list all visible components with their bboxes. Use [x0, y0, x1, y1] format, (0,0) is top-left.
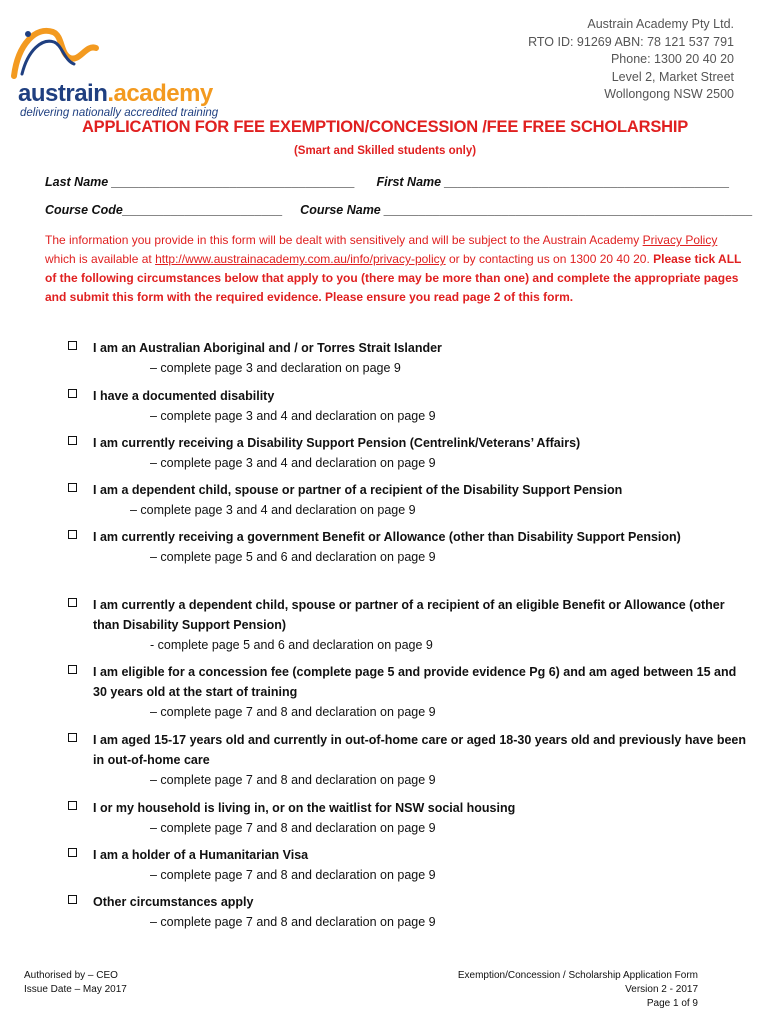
circumstance-label: I am currently receiving a Disability Support Pension (Centrelink/Veterans’ Affairs) — [93, 436, 581, 450]
info-instructions: Please tick ALL of the following circumstances below that apply to you (there may be more than one) and complete the appropriate pages and submit this form with the required evidence. Please ensure you read page 2 of this form. — [45, 252, 742, 304]
circumstance-item — [68, 662, 748, 722]
logo-swoosh-icon — [8, 14, 233, 84]
circumstance-label: I am an Australian Aboriginal and / or Torres Strait Islander — [93, 341, 442, 355]
last-name-field[interactable]: Last Name ___________________________________ — [45, 175, 356, 189]
privacy-policy-link[interactable]: Privacy Policy — [642, 233, 718, 247]
circumstance-checkbox[interactable] — [68, 341, 77, 350]
form-title: APPLICATION FOR FEE EXEMPTION/CONCESSION /FEE FREE SCHOLARSHIP — [81, 118, 689, 136]
org-name: Austrain Academy Pty Ltd. — [587, 17, 734, 31]
circumstance-checkbox[interactable] — [68, 665, 77, 674]
circumstance-checkbox[interactable] — [68, 801, 77, 810]
org-address-line-1: Level 2, Market Street — [611, 69, 734, 84]
circumstance-label: I am currently a dependent child, spouse or partner of a recipient of an eligible Benefit or Allowance (other than Disability Support Pension) — [93, 598, 725, 632]
circumstance-checkbox[interactable] — [68, 436, 77, 445]
circumstance-checkbox[interactable] — [68, 733, 77, 742]
footer-form-name: Exemption/Concession / Scholarship Application Form — [457, 970, 698, 981]
footer-left — [24, 969, 127, 997]
course-fields-row — [45, 203, 753, 217]
org-ids: RTO ID: 91269 ABN: 78 121 537 791 — [528, 34, 734, 49]
org-address-line-2: Wollongong NSW 2500 — [604, 87, 734, 101]
info-text-3: or by contacting us on 1300 20 40 20. — [445, 252, 654, 266]
circumstance-item — [68, 845, 748, 885]
circumstance-item — [68, 338, 748, 378]
footer-authorised: Authorised by – CEO — [24, 970, 118, 981]
footer-issue-date: Issue Date – May 2017 — [24, 984, 127, 995]
circumstance-item — [68, 892, 748, 932]
info-text-2: which is available at — [45, 252, 156, 266]
circumstance-label: I am a holder of a Humanitarian Visa — [93, 848, 309, 862]
circumstance-item — [68, 595, 748, 655]
circumstance-label: I or my household is living in, or on the waitlist for NSW social housing — [93, 801, 516, 815]
circumstance-item — [68, 730, 748, 790]
circumstance-item — [68, 433, 748, 473]
footer-right — [458, 969, 698, 1011]
name-fields-row — [45, 175, 730, 189]
circumstance-checkbox[interactable] — [68, 598, 77, 607]
course-name-field[interactable]: Course Name _____________________________________________________ — [300, 203, 753, 217]
circumstance-checkbox[interactable] — [68, 389, 77, 398]
circumstance-label: Other circumstances apply — [93, 895, 254, 909]
logo-tagline: delivering nationally accredited training — [20, 107, 219, 119]
circumstance-checkbox[interactable] — [68, 483, 77, 492]
circumstance-instruction: – complete page 5 and 6 and declaration on page 9 — [150, 550, 436, 564]
circumstance-checkbox[interactable] — [68, 848, 77, 857]
footer-page-number: Page 1 of 9 — [646, 998, 698, 1009]
circumstance-label: I am currently receiving a government Benefit or Allowance (other than Disability Support Pension) — [93, 530, 681, 544]
circumstance-label: I am a dependent child, spouse or partner of a recipient of the Disability Support Pension — [93, 483, 623, 497]
circumstance-label: I have a documented disability — [93, 389, 275, 403]
privacy-policy-url-link[interactable]: http://www.austrainacademy.com.au/info/privacy-policy — [155, 252, 446, 266]
circumstance-label: I am eligible for a concession fee (complete page 5 and provide evidence Pg 6) and am aged between 15 and 30 years old at the start of training — [93, 665, 737, 699]
footer-version: Version 2 - 2017 — [625, 984, 698, 995]
circumstance-checkbox[interactable] — [68, 895, 77, 904]
first-name-field[interactable]: First Name _________________________________________ — [376, 175, 730, 189]
circumstance-instruction: – complete page 3 and 4 and declaration on page 9 — [150, 409, 436, 423]
circumstance-instruction: – complete page 3 and 4 and declaration on page 9 — [130, 503, 416, 517]
circumstance-instruction: – complete page 7 and 8 and declaration on page 9 — [150, 705, 436, 719]
circumstance-label: I am aged 15-17 years old and currently in out-of-home care or aged 18-30 years old and previously have been in out-of-home care — [93, 733, 746, 767]
circumstance-item — [68, 798, 748, 838]
circumstance-instruction: – complete page 7 and 8 and declaration on page 9 — [150, 821, 436, 835]
course-code-field[interactable]: Course Code_______________________ — [45, 203, 283, 217]
organisation-details — [528, 16, 734, 104]
circumstance-instruction: - complete page 5 and 6 and declaration on page 9 — [150, 638, 433, 652]
austrain-academy-logo — [8, 14, 233, 119]
circumstance-instruction: – complete page 7 and 8 and declaration on page 9 — [150, 915, 436, 929]
form-subtitle: (Smart and Skilled students only) — [293, 145, 477, 157]
circumstance-item — [68, 527, 748, 567]
circumstance-item — [68, 386, 748, 426]
org-phone: Phone: 1300 20 40 20 — [610, 52, 734, 66]
circumstance-checkbox[interactable] — [68, 530, 77, 539]
circumstance-instruction: – complete page 7 and 8 and declaration on page 9 — [150, 868, 436, 882]
info-text-1: The information you provide in this form will be dealt with sensitively and will be subject to the Austrain Academy — [45, 233, 643, 247]
circumstance-instruction: – complete page 3 and declaration on page 9 — [150, 361, 401, 375]
logo-wordmark: austrain.academy — [18, 80, 213, 107]
circumstance-item — [68, 480, 748, 520]
circumstance-instruction: – complete page 7 and 8 and declaration on page 9 — [150, 773, 436, 787]
privacy-info-paragraph — [45, 231, 745, 307]
circumstance-instruction: – complete page 3 and 4 and declaration on page 9 — [150, 456, 436, 470]
